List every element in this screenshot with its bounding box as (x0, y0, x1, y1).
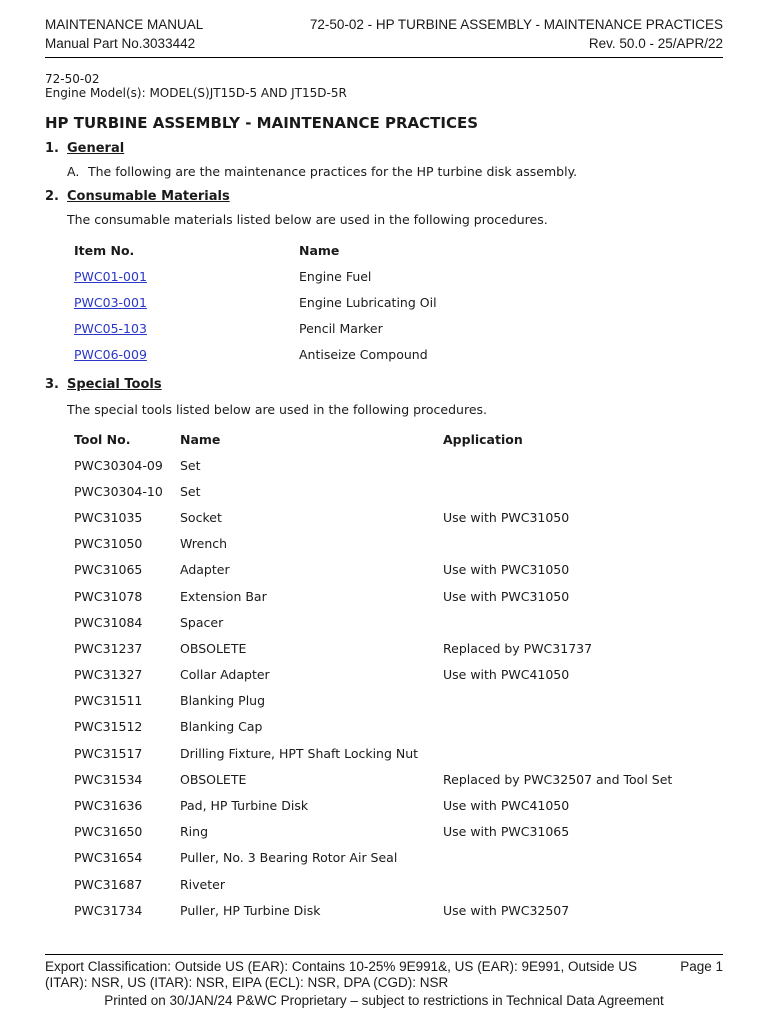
table-row (74, 740, 703, 766)
page-title: HP TURBINE ASSEMBLY - MAINTENANCE PRACTICES (45, 114, 479, 132)
tool-name-cell: Spacer (180, 614, 224, 630)
tool-application-cell: Use with PWC41050 (443, 798, 570, 814)
column-header-tool-no: Tool No. (74, 431, 131, 447)
section-tools-heading (45, 377, 162, 392)
column-header-name: Name (180, 431, 221, 447)
manual-title: MAINTENANCE MANUAL (45, 17, 204, 32)
tool-name-cell: Blanking Plug (180, 693, 266, 709)
item-number-link[interactable]: PWC01-001 (74, 268, 147, 284)
tool-name-cell: Ring (180, 824, 209, 840)
tool-number-cell: PWC31734 (74, 902, 143, 918)
section-heading: General (67, 141, 125, 156)
tool-application-cell: Use with PWC31050 (443, 509, 570, 525)
tool-application-cell: Use with PWC31050 (443, 588, 570, 604)
tool-name-cell: Extension Bar (180, 588, 267, 604)
tool-number-cell: PWC31050 (74, 536, 143, 552)
page-header (45, 17, 723, 58)
table-row (74, 315, 599, 341)
column-header-item-no: Item No. (74, 242, 135, 258)
item-number-cell (74, 315, 299, 341)
item-name-cell: Pencil Marker (299, 320, 383, 336)
tool-name-cell: Set (180, 483, 201, 499)
tool-application-cell (443, 845, 703, 871)
section-number: 2. (45, 189, 59, 204)
table-row (74, 819, 703, 845)
page-number: Page 1 (680, 959, 723, 974)
item-number-cell (74, 289, 299, 315)
table-row (74, 504, 703, 530)
item-number-link[interactable]: PWC06-009 (74, 347, 147, 363)
consumables-intro: The consumable materials listed below are used in the following procedures. (67, 212, 548, 227)
table-row (74, 714, 703, 740)
column-header-application: Application (443, 431, 523, 447)
table-row (74, 792, 703, 818)
revision: Rev. 50.0 - 25/APR/22 (588, 36, 723, 51)
tool-name-cell: Puller, HP Turbine Disk (180, 902, 321, 918)
tool-number-cell: PWC31065 (74, 562, 143, 578)
tool-number-cell: PWC31078 (74, 588, 143, 604)
section-consumables-heading (45, 189, 230, 204)
table-row (74, 583, 703, 609)
item-number-cell (74, 263, 299, 289)
item-number-link[interactable]: PWC05-103 (74, 320, 147, 336)
item-text: The following are the maintenance practices for the HP turbine disk assembly. (88, 164, 578, 179)
tool-number-cell: PWC31035 (74, 509, 143, 525)
tool-number-cell: PWC31084 (74, 614, 143, 630)
tool-application-cell (443, 740, 703, 766)
table-row (74, 897, 703, 923)
tool-name-cell: Set (180, 457, 201, 473)
tool-application-cell: Replaced by PWC31737 (443, 640, 593, 656)
tool-number-cell: PWC31687 (74, 876, 143, 892)
tool-application-cell (443, 871, 703, 897)
consumables-table (74, 237, 599, 368)
engine-models: Engine Model(s): MODEL(S)JT15D-5 AND JT15D-5R (45, 86, 347, 100)
tool-number-cell: PWC30304-10 (74, 483, 163, 499)
tool-number-cell: PWC31650 (74, 824, 143, 840)
tool-number-cell: PWC31327 (74, 667, 143, 683)
tool-application-cell (443, 478, 703, 504)
special-tools-table (74, 426, 703, 923)
section-number: 1. (45, 141, 59, 156)
tool-application-cell: Use with PWC32507 (443, 902, 570, 918)
tool-name-cell: Puller, No. 3 Bearing Rotor Air Seal (180, 850, 398, 866)
section-number: 3. (45, 377, 59, 392)
table-header-row (74, 426, 703, 452)
table-row (74, 531, 703, 557)
tool-name-cell: Blanking Cap (180, 719, 263, 735)
tools-intro: The special tools listed below are used in the following procedures. (67, 402, 488, 417)
section-heading: Special Tools (67, 377, 162, 392)
printed-notice: Printed on 30/JAN/24 P&WC Proprietary – subject to restrictions in Technical Data Agreement (104, 993, 664, 1008)
tool-number-cell: PWC30304-09 (74, 457, 163, 473)
tool-number-cell: PWC31517 (74, 745, 143, 761)
tool-application-cell (443, 452, 703, 478)
item-name-cell: Engine Fuel (299, 268, 372, 284)
tool-name-cell: Adapter (180, 562, 230, 578)
section-heading: Consumable Materials (67, 189, 230, 204)
tool-name-cell: Wrench (180, 536, 228, 552)
manual-part-number: Manual Part No.3033442 (45, 36, 196, 51)
tool-name-cell: Collar Adapter (180, 667, 270, 683)
item-name-cell: Antiseize Compound (299, 347, 428, 363)
table-header-row (74, 237, 599, 263)
tool-name-cell: Pad, HP Turbine Disk (180, 798, 309, 814)
section-general-heading (45, 141, 124, 156)
tool-name-cell: OBSOLETE (180, 771, 247, 787)
table-row (74, 662, 703, 688)
tool-application-cell (443, 609, 703, 635)
tool-application-cell (443, 688, 703, 714)
tool-name-cell: Riveter (180, 876, 225, 892)
table-row (74, 557, 703, 583)
table-row (74, 845, 703, 871)
item-number-link[interactable]: PWC03-001 (74, 294, 147, 310)
table-row (74, 263, 599, 289)
tool-number-cell: PWC31511 (74, 693, 143, 709)
tool-application-cell (443, 531, 703, 557)
document-meta (45, 72, 347, 100)
tool-application-cell: Use with PWC41050 (443, 667, 570, 683)
table-row (74, 766, 703, 792)
export-classification: Export Classification: Outside US (EAR): Contains 10-25% 9E991&, US (EAR): 9E991, Outside US (ITAR): NSR, US (ITAR): NSR, EIPA (ECL): NSR, DPA (CGD): NSR (45, 959, 638, 990)
tool-number-cell: PWC31512 (74, 719, 143, 735)
tool-number-cell: PWC31654 (74, 850, 143, 866)
table-row (74, 609, 703, 635)
tool-number-cell: PWC31534 (74, 771, 143, 787)
item-name-cell: Engine Lubricating Oil (299, 294, 437, 310)
tool-name-cell: Drilling Fixture, HPT Shaft Locking Nut (180, 745, 419, 761)
item-number-cell (74, 342, 299, 368)
table-row (74, 871, 703, 897)
column-header-name: Name (299, 242, 340, 258)
tool-name-cell: Socket (180, 509, 222, 525)
table-row (74, 478, 703, 504)
item-label: A. (67, 164, 80, 179)
tool-application-cell: Replaced by PWC32507 and Tool Set (443, 771, 673, 787)
section-title: 72-50-02 - HP TURBINE ASSEMBLY - MAINTENANCE PRACTICES (309, 17, 723, 32)
tool-name-cell: OBSOLETE (180, 640, 247, 656)
section-code: 72-50-02 (45, 72, 100, 86)
general-item-a (67, 164, 577, 179)
tool-application-cell (443, 714, 703, 740)
table-row (74, 289, 599, 315)
table-row (74, 635, 703, 661)
tool-number-cell: PWC31636 (74, 798, 143, 814)
tool-application-cell: Use with PWC31065 (443, 824, 570, 840)
table-row (74, 452, 703, 478)
table-row (74, 688, 703, 714)
page-footer (45, 954, 723, 1008)
tool-number-cell: PWC31237 (74, 640, 143, 656)
table-row (74, 342, 599, 368)
tool-application-cell: Use with PWC31050 (443, 562, 570, 578)
